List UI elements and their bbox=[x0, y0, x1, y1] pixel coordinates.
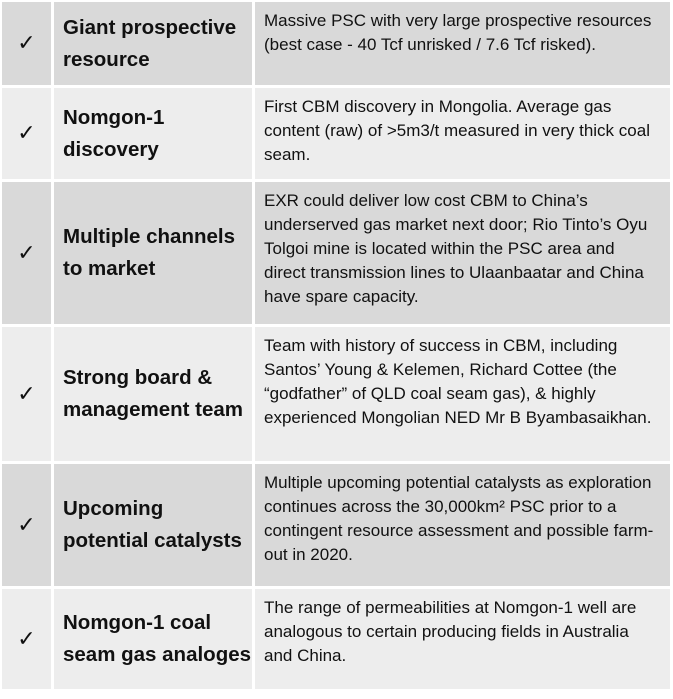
table-row bbox=[2, 2, 670, 88]
checkmark-icon: ✓ bbox=[2, 327, 54, 461]
row-description: The range of permeabilities at Nomgon-1 well are analogous to certain producing fields in Australia and China. bbox=[264, 598, 637, 665]
row-description: Team with history of success in CBM, including Santos’ Young & Kelemen, Richard Cottee (the “godfather” of QLD coal seam gas), & highly experienced Mongolian NED Mr B Byambasaikhan. bbox=[264, 336, 652, 427]
checkmark-icon: ✓ bbox=[2, 182, 54, 324]
row-title: Nomgon-1 discovery bbox=[54, 88, 255, 179]
row-title: Multiple channels to market bbox=[54, 182, 255, 324]
row-title: Strong board & management team bbox=[54, 327, 255, 461]
table-row bbox=[2, 327, 670, 464]
checkmark-icon: ✓ bbox=[2, 2, 54, 85]
row-title: Upcoming potential catalysts bbox=[54, 464, 255, 586]
table-row bbox=[2, 589, 670, 692]
table-row bbox=[2, 464, 670, 589]
table-row bbox=[2, 88, 670, 182]
table-row bbox=[2, 182, 670, 327]
checkmark-icon: ✓ bbox=[2, 88, 54, 179]
row-title: Nomgon-1 coal seam gas analoges bbox=[54, 589, 255, 689]
checkmark-icon: ✓ bbox=[2, 464, 54, 586]
row-description: First CBM discovery in Mongolia. Average gas content (raw) of >5m3/t measured in very thick coal seam. bbox=[264, 97, 650, 164]
highlights-table bbox=[2, 2, 670, 692]
row-description: Massive PSC with very large prospective resources (best case - 40 Tcf unrisked / 7.6 Tcf risked). bbox=[264, 11, 652, 54]
row-title: Giant prospective resource bbox=[54, 2, 255, 85]
row-description: Multiple upcoming potential catalysts as exploration continues across the 30,000km² PSC prior to a contingent resource assessment and possible farm-out in 2020. bbox=[264, 473, 654, 564]
row-description: EXR could deliver low cost CBM to China’s underserved gas market next door; Rio Tinto’s Oyu Tolgoi mine is located within the PSC area and direct transmission lines to Ulaanbaatar and China have spare capacity. bbox=[264, 191, 648, 306]
checkmark-icon: ✓ bbox=[2, 589, 54, 689]
